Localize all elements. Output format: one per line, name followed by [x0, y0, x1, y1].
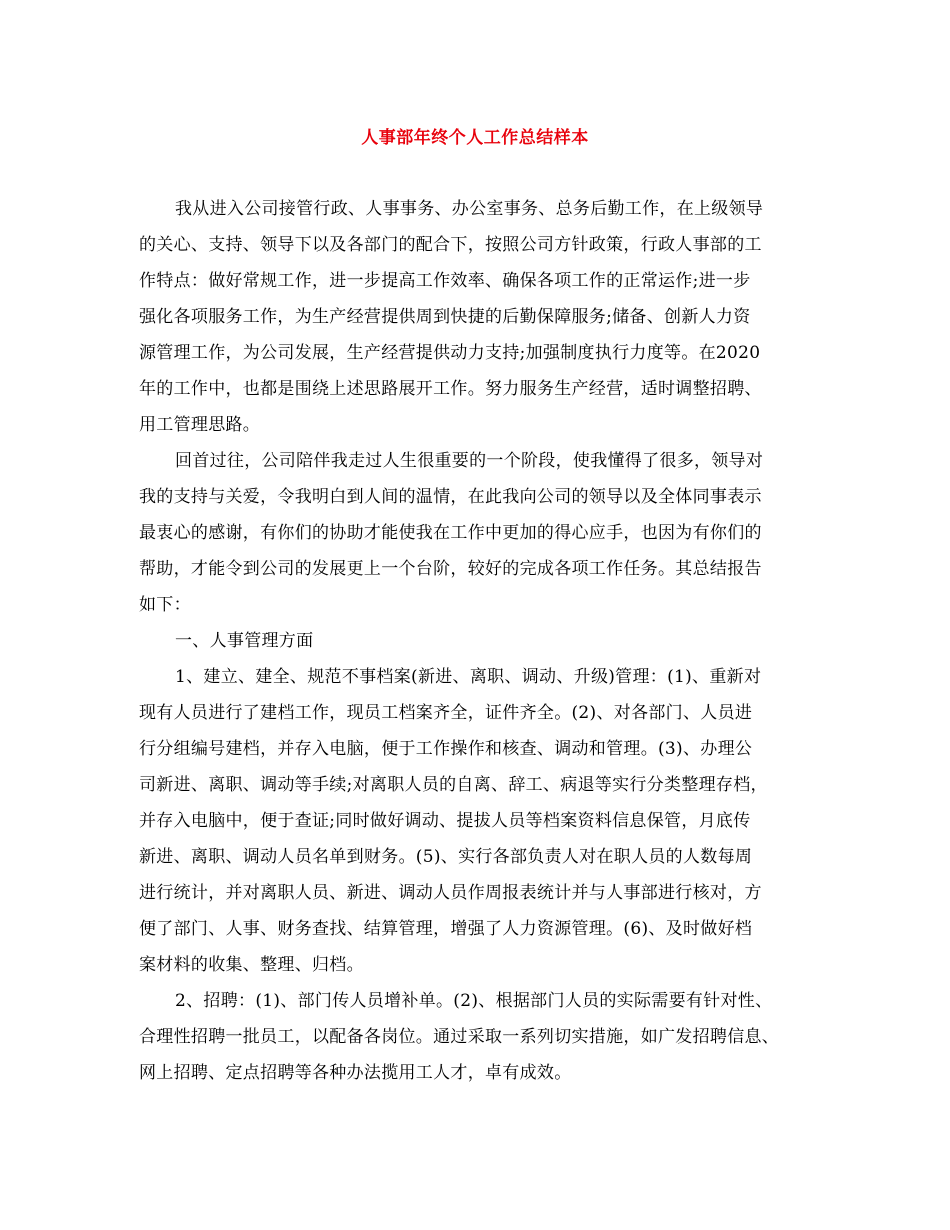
paragraph-line: 帮助，才能令到公司的发展更上一个台阶，较好的完成各项工作任务。其总结报告 [139, 559, 762, 579]
paragraph-line: 年的工作中，也都是围绕上述思路展开工作。努力服务生产经营，适时调整招聘、 [139, 379, 762, 399]
paragraph-line: 我的支持与关爱，令我明白到人间的温情，在此我向公司的领导以及全体同事表示 [139, 487, 762, 507]
document-body [139, 191, 819, 1091]
document-title: 人事部年终个人工作总结样本 [361, 128, 589, 148]
paragraph-line: 便了部门、人事、财务查找、结算管理，增强了人力资源管理。(6)、及时做好档 [139, 919, 753, 939]
section-heading: 一、人事管理方面 [175, 631, 314, 651]
paragraph-line: 现有人员进行了建档工作，现员工档案齐全，证件齐全。(2)、对各部门、人员进 [139, 703, 753, 723]
paragraph-line: 回首过往，公司陪伴我走过人生很重要的一个阶段，使我懂得了很多，领导对 [175, 451, 764, 471]
paragraph-line: 如下： [139, 595, 191, 615]
paragraph-line: 行分组编号建档，并存入电脑，便于工作操作和核查、调动和管理。(3)、办理公 [139, 739, 753, 759]
paragraph-line: 源管理工作，为公司发展，生产经营提供动力支持;加强制度执行力度等。在2020 [139, 343, 761, 363]
paragraph-line: 作特点：做好常规工作，进一步提高工作效率、确保各项工作的正常运作;进一步 [139, 271, 751, 291]
paragraph-line: 合理性招聘一批员工，以配备各岗位。通过采取一系列切实措施，如广发招聘信息、 [139, 1027, 780, 1047]
paragraph-line: 我从进入公司接管行政、人事事务、办公室事务、总务后勤工作，在上级领导 [175, 199, 764, 219]
paragraph-line: 新进、离职、调动人员名单到财务。(5)、实行各部负责人对在职人员的人数每周 [139, 847, 753, 867]
paragraph-line: 强化各项服务工作，为生产经营提供周到快捷的后勤保障服务;储备、创新人力资 [139, 307, 751, 327]
paragraph-line: 并存入电脑中，便于查证;同时做好调动、提拔人员等档案资料信息保管，月底传 [139, 811, 751, 831]
paragraph-line: 进行统计，并对离职人员、新进、调动人员作周报表统计并与人事部进行核对，方 [139, 883, 762, 903]
paragraph-line: 2、招聘：(1)、部门传人员增补单。(2)、根据部门人员的实际需要有针对性、 [175, 991, 773, 1011]
paragraph-line: 用工管理思路。 [139, 415, 261, 435]
paragraph-line: 最衷心的感谢，有你们的协助才能使我在工作中更加的得心应手，也因为有你们的 [139, 523, 762, 543]
paragraph-line: 的关心、支持、领导下以及各部门的配合下，按照公司方针政策，行政人事部的工 [139, 235, 762, 255]
paragraph-line: 案材料的收集、整理、归档。 [139, 955, 364, 975]
paragraph-line: 司新进、离职、调动等手续;对离职人员的自离、辞工、病退等实行分类整理存档， [139, 775, 768, 795]
paragraph-line: 网上招聘、定点招聘等各种办法揽用工人才，卓有成效。 [139, 1063, 572, 1083]
paragraph-line: 1、建立、建全、规范不事档案(新进、离职、调动、升级)管理：(1)、重新对 [175, 667, 762, 687]
